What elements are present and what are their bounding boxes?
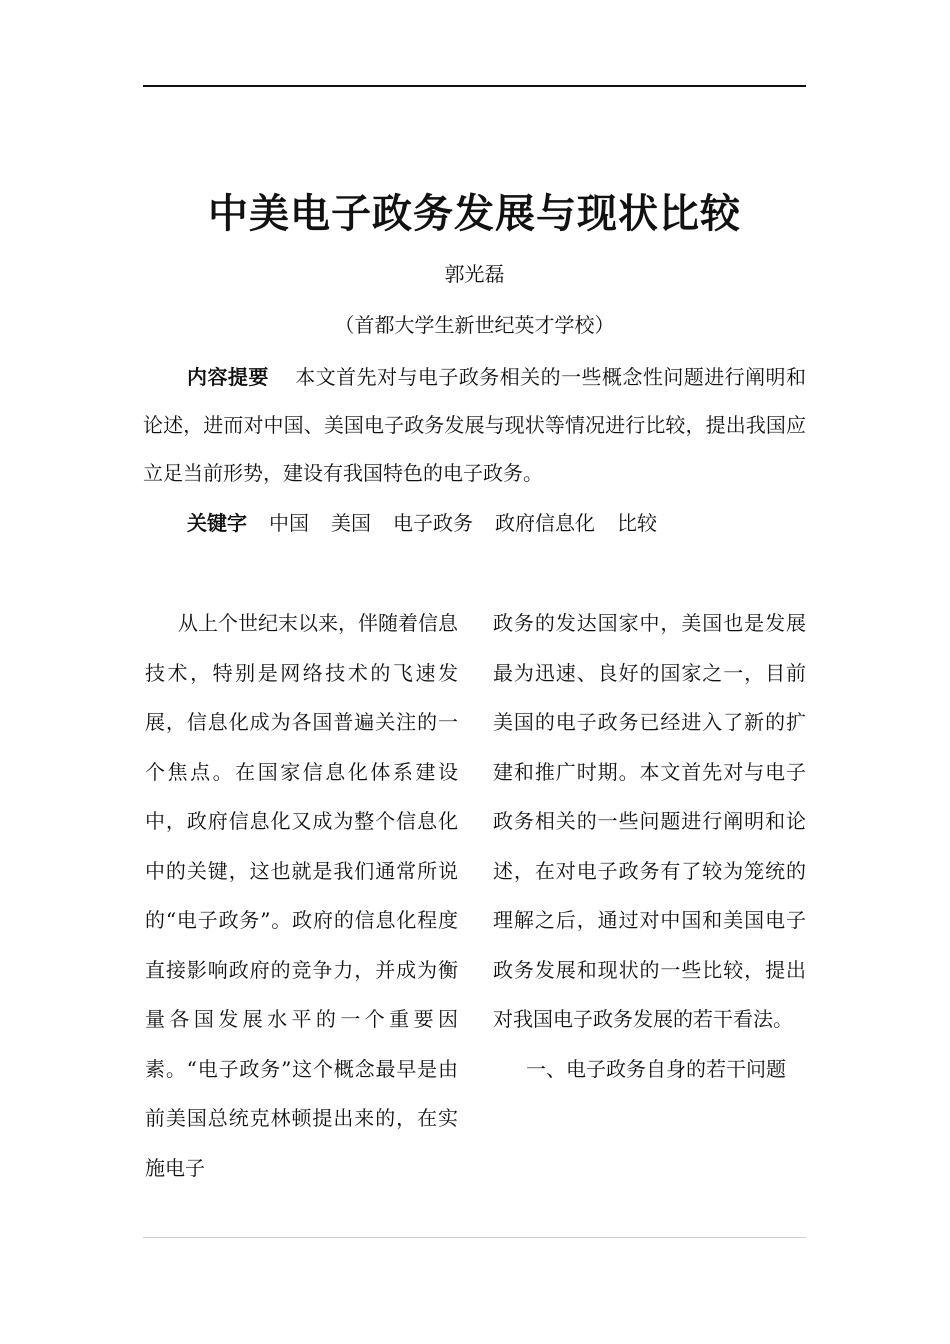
header-rule (143, 85, 806, 87)
author-affiliation: （首都大学生新世纪英才学校） (334, 313, 615, 337)
keyword-item: 美国 (331, 511, 371, 535)
body-column-left (145, 599, 458, 1193)
keywords-line (143, 499, 806, 547)
section-heading: 一、电子政务自身的若干问题 (526, 1056, 786, 1081)
footer-rule (143, 1237, 806, 1238)
keyword-item: 政府信息化 (495, 511, 595, 535)
keyword-item: 中国 (269, 511, 309, 535)
abstract-label: 内容提要 (187, 365, 269, 389)
keyword-item: 比较 (617, 511, 657, 535)
author-name: 郭光磊 (444, 262, 505, 286)
document-title: 中美电子政务发展与现状比较 (208, 190, 741, 237)
keyword-item: 电子政务 (393, 511, 473, 535)
keywords-label: 关键字 (187, 511, 247, 535)
keywords-list (247, 511, 657, 535)
body-column-right (493, 599, 806, 1094)
body-paragraph-intro: 从上个世纪末以来，伴随着信息技术，特别是网络技术的飞速发展，信息化成为各国普遍关注的一个焦点。在国家信息化体系建设中，政府信息化又成为整个信息化中的关键，这也就是我们通常所说的“电子政务”。政府的信息化程度直接影响政府的竞争力，并成为衡量各国发展水平的一个重要因素。“电子政务”这个概念最早是由前美国总统克林顿提出来的，在实施电子 (145, 611, 458, 1180)
body-paragraph-continued: 政务的发达国家中，美国也是发展最为迅速、良好的国家之一，目前美国的电子政务已经进入了新的扩建和推广时期。本文首先对与电子政务相关的一些问题进行阐明和论述，在对电子政务有了较为笼统的理解之后，通过对中国和美国电子政务发展和现状的一些比较，提出对我国电子政务发展的若干看法。 (493, 611, 806, 1031)
abstract-text: 本文首先对与电子政务相关的一些概念性问题进行阐明和论述，进而对中国、美国电子政务发展与现状等情况进行比较，提出我国应立足当前形势，建设有我国特色的电子政务。 (143, 365, 807, 485)
abstract-paragraph (143, 353, 806, 497)
